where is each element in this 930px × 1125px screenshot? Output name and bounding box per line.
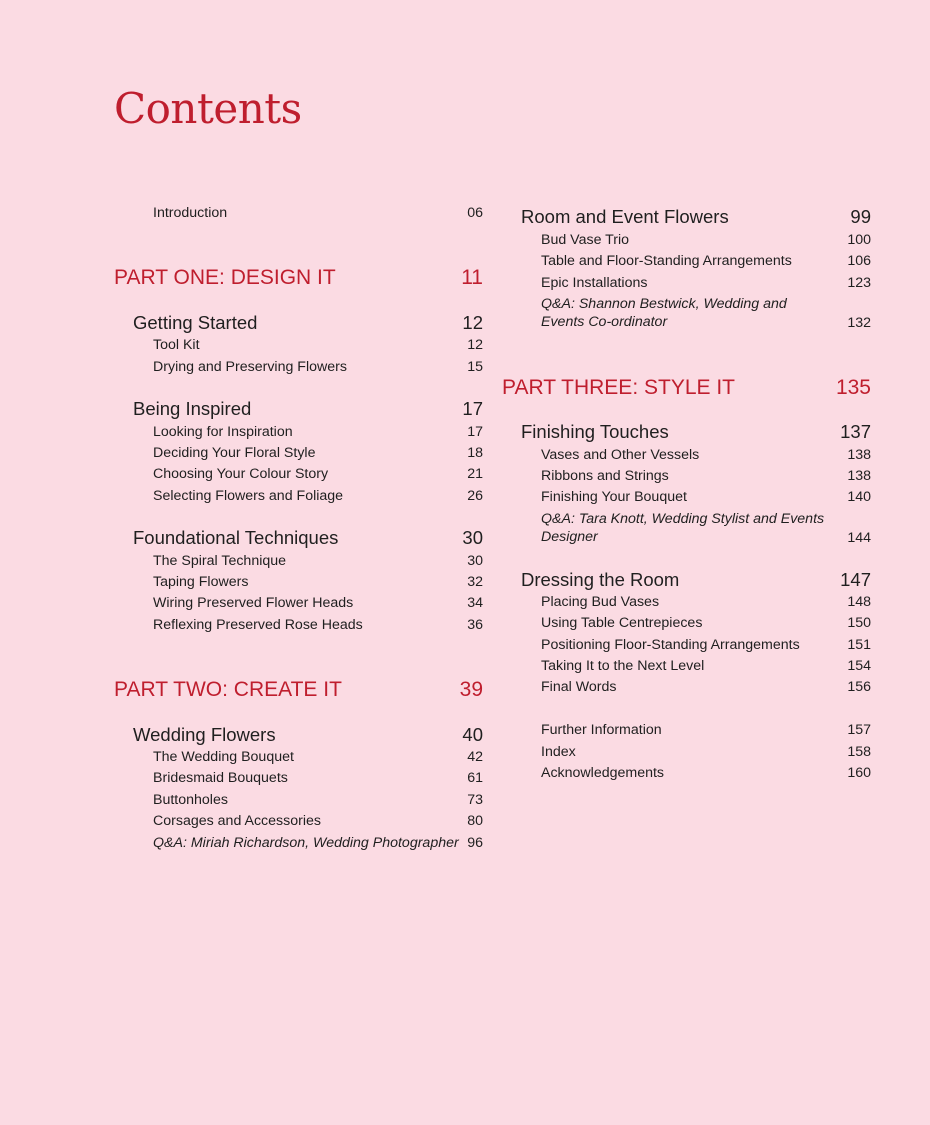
toc-entry-page: 151	[847, 637, 871, 653]
toc-entry-label: The Spiral Technique	[153, 553, 287, 569]
toc-entry-page: 06	[467, 205, 483, 221]
toc-entry-page: 158	[847, 744, 871, 760]
toc-entry[interactable]	[153, 770, 483, 786]
toc-entry-page: 160	[847, 765, 871, 781]
chapter-page: 99	[850, 206, 871, 227]
toc-entry-page: 148	[847, 594, 871, 610]
toc-entry[interactable]	[153, 617, 483, 633]
part-heading: PART THREE: STYLE IT	[502, 376, 736, 399]
part-page: 11	[461, 266, 483, 289]
toc-part-two[interactable]	[114, 678, 483, 702]
toc-entry-page: 42	[467, 749, 483, 765]
toc-entry-label: Wiring Preserved Flower Heads	[153, 595, 354, 611]
toc-entry-page: 32	[467, 574, 483, 590]
toc-entry-label: Finishing Your Bouquet	[541, 489, 687, 505]
toc-entry-label: Using Table Centrepieces	[541, 615, 703, 631]
chapter-page: 147	[840, 569, 871, 590]
toc-entry-label: Q&A: Shannon Bestwick, Wedding and Events Co-ordinator	[541, 296, 787, 330]
toc-entry-page: 26	[467, 488, 483, 504]
chapter-heading: Being Inspired	[133, 398, 252, 419]
toc-entry-label: Index	[541, 744, 576, 760]
toc-entry-further-information[interactable]	[541, 722, 871, 738]
toc-entry-page: 138	[847, 447, 871, 463]
toc-entry[interactable]	[541, 447, 871, 463]
toc-entry-page: 157	[847, 722, 871, 738]
toc-entry[interactable]	[541, 232, 871, 248]
chapter-heading: Dressing the Room	[521, 569, 680, 590]
toc-entry[interactable]	[153, 337, 483, 353]
toc-entry-label: Looking for Inspiration	[153, 424, 293, 440]
toc-entry-label: Final Words	[541, 679, 617, 695]
toc-chapter-foundational-techniques[interactable]	[133, 527, 483, 549]
toc-entry-page: 30	[467, 553, 483, 569]
part-page: 135	[835, 376, 871, 399]
toc-entry-label: Choosing Your Colour Story	[153, 466, 329, 482]
toc-entry-label: Acknowledgements	[541, 765, 665, 781]
toc-entry[interactable]	[541, 468, 871, 484]
part-page: 39	[459, 678, 483, 701]
toc-entry[interactable]	[153, 813, 483, 829]
toc-entry-label: Taping Flowers	[153, 574, 249, 590]
toc-entry-label: Table and Floor-Standing Arrangements	[541, 253, 792, 269]
toc-entry-label: Q&A: Tara Knott, Wedding Stylist and Events Designer	[541, 511, 825, 545]
toc-entry-label: Reflexing Preserved Rose Heads	[153, 617, 363, 633]
toc-entry-page: 156	[847, 679, 871, 695]
toc-part-three[interactable]	[502, 376, 871, 400]
toc-entry-page: 150	[847, 615, 871, 631]
toc-entry[interactable]	[153, 424, 483, 440]
toc-entry-page: 96	[467, 835, 483, 851]
toc-entry[interactable]	[541, 275, 871, 291]
toc-entry-label: Deciding Your Floral Style	[153, 445, 316, 461]
toc-chapter-finishing-touches[interactable]	[521, 421, 871, 443]
toc-entry-page: 138	[847, 468, 871, 484]
toc-entry[interactable]	[541, 253, 871, 269]
toc-chapter-dressing-the-room[interactable]	[521, 569, 871, 591]
toc-entry-label: Further Information	[541, 722, 662, 738]
part-heading: PART ONE: DESIGN IT	[114, 266, 336, 289]
toc-entry-label: Placing Bud Vases	[541, 594, 660, 610]
toc-entry-page: 132	[847, 315, 871, 331]
toc-entry[interactable]	[153, 488, 483, 504]
toc-entry-page: 144	[847, 530, 871, 546]
toc-entry-label: Selecting Flowers and Foliage	[153, 488, 344, 504]
toc-entry-label: Taking It to the Next Level	[541, 658, 705, 674]
chapter-page: 12	[462, 312, 483, 333]
toc-entry-acknowledgements[interactable]	[541, 765, 871, 781]
toc-entry-label: Epic Installations	[541, 275, 648, 291]
toc-chapter-wedding-flowers[interactable]	[133, 724, 483, 746]
toc-entry-qa[interactable]	[153, 835, 483, 851]
chapter-heading: Finishing Touches	[521, 421, 669, 442]
toc-entry[interactable]	[541, 489, 871, 505]
toc-entry-label: Bridesmaid Bouquets	[153, 770, 288, 786]
toc-entry-label: Tool Kit	[153, 337, 200, 353]
toc-entry-label: Positioning Floor-Standing Arrangements	[541, 637, 800, 653]
toc-entry-page: 36	[467, 617, 483, 633]
toc-entry[interactable]	[541, 679, 871, 695]
toc-entry-index[interactable]	[541, 744, 871, 760]
toc-entry-label: Q&A: Miriah Richardson, Wedding Photographer	[153, 835, 459, 851]
toc-chapter-being-inspired[interactable]	[133, 398, 483, 420]
toc-chapter-getting-started[interactable]	[133, 312, 483, 334]
toc-entry[interactable]	[153, 749, 483, 765]
toc-entry[interactable]	[541, 594, 871, 610]
chapter-page: 137	[840, 421, 871, 442]
toc-part-one[interactable]	[114, 266, 483, 290]
toc-entry-label: Corsages and Accessories	[153, 813, 321, 829]
toc-entry[interactable]	[541, 637, 871, 653]
toc-entry-page: 17	[467, 424, 483, 440]
toc-entry-page: 123	[847, 275, 871, 291]
toc-entry-qa[interactable]	[541, 295, 871, 331]
chapter-page: 30	[462, 527, 483, 548]
toc-entry[interactable]	[153, 553, 483, 569]
toc-entry[interactable]	[541, 615, 871, 631]
chapter-heading: Wedding Flowers	[133, 724, 276, 745]
toc-entry-page: 73	[467, 792, 483, 808]
toc-chapter-room-and-event-flowers[interactable]	[521, 206, 871, 228]
toc-entry-page: 34	[467, 595, 483, 611]
toc-entry-page: 12	[467, 337, 483, 353]
part-heading: PART TWO: CREATE IT	[114, 678, 342, 701]
chapter-page: 17	[462, 398, 483, 419]
toc-entry-page: 80	[467, 813, 483, 829]
chapter-heading: Foundational Techniques	[133, 527, 339, 548]
chapter-heading: Room and Event Flowers	[521, 206, 729, 227]
toc-entry-label: Drying and Preserving Flowers	[153, 359, 347, 375]
chapter-heading: Getting Started	[133, 312, 258, 333]
toc-entry-page: 106	[847, 253, 871, 269]
toc-entry-label: The Wedding Bouquet	[153, 749, 294, 765]
page-title: Contents	[114, 84, 302, 133]
toc-entry[interactable]	[153, 359, 483, 375]
toc-entry-page: 15	[467, 359, 483, 375]
toc-entry-label: Ribbons and Strings	[541, 468, 669, 484]
toc-entry[interactable]	[153, 792, 483, 808]
toc-entry-label: Bud Vase Trio	[541, 232, 630, 248]
toc-entry-page: 100	[847, 232, 871, 248]
toc-entry[interactable]	[541, 658, 871, 674]
toc-entry-qa[interactable]	[541, 510, 871, 546]
chapter-page: 40	[462, 724, 483, 745]
toc-entry-page: 154	[847, 658, 871, 674]
toc-entry-page: 140	[847, 489, 871, 505]
toc-entry-label: Vases and Other Vessels	[541, 447, 700, 463]
toc-entry[interactable]	[153, 574, 483, 590]
toc-entry-page: 21	[467, 466, 483, 482]
toc-entry[interactable]	[153, 445, 483, 461]
toc-entry[interactable]	[153, 595, 483, 611]
toc-entry-label: Buttonholes	[153, 792, 228, 808]
toc-entry-introduction[interactable]	[153, 205, 483, 221]
toc-entry-page: 61	[467, 770, 483, 786]
toc-entry-label: Introduction	[153, 205, 228, 221]
toc-entry-page: 18	[467, 445, 483, 461]
toc-entry[interactable]	[153, 466, 483, 482]
